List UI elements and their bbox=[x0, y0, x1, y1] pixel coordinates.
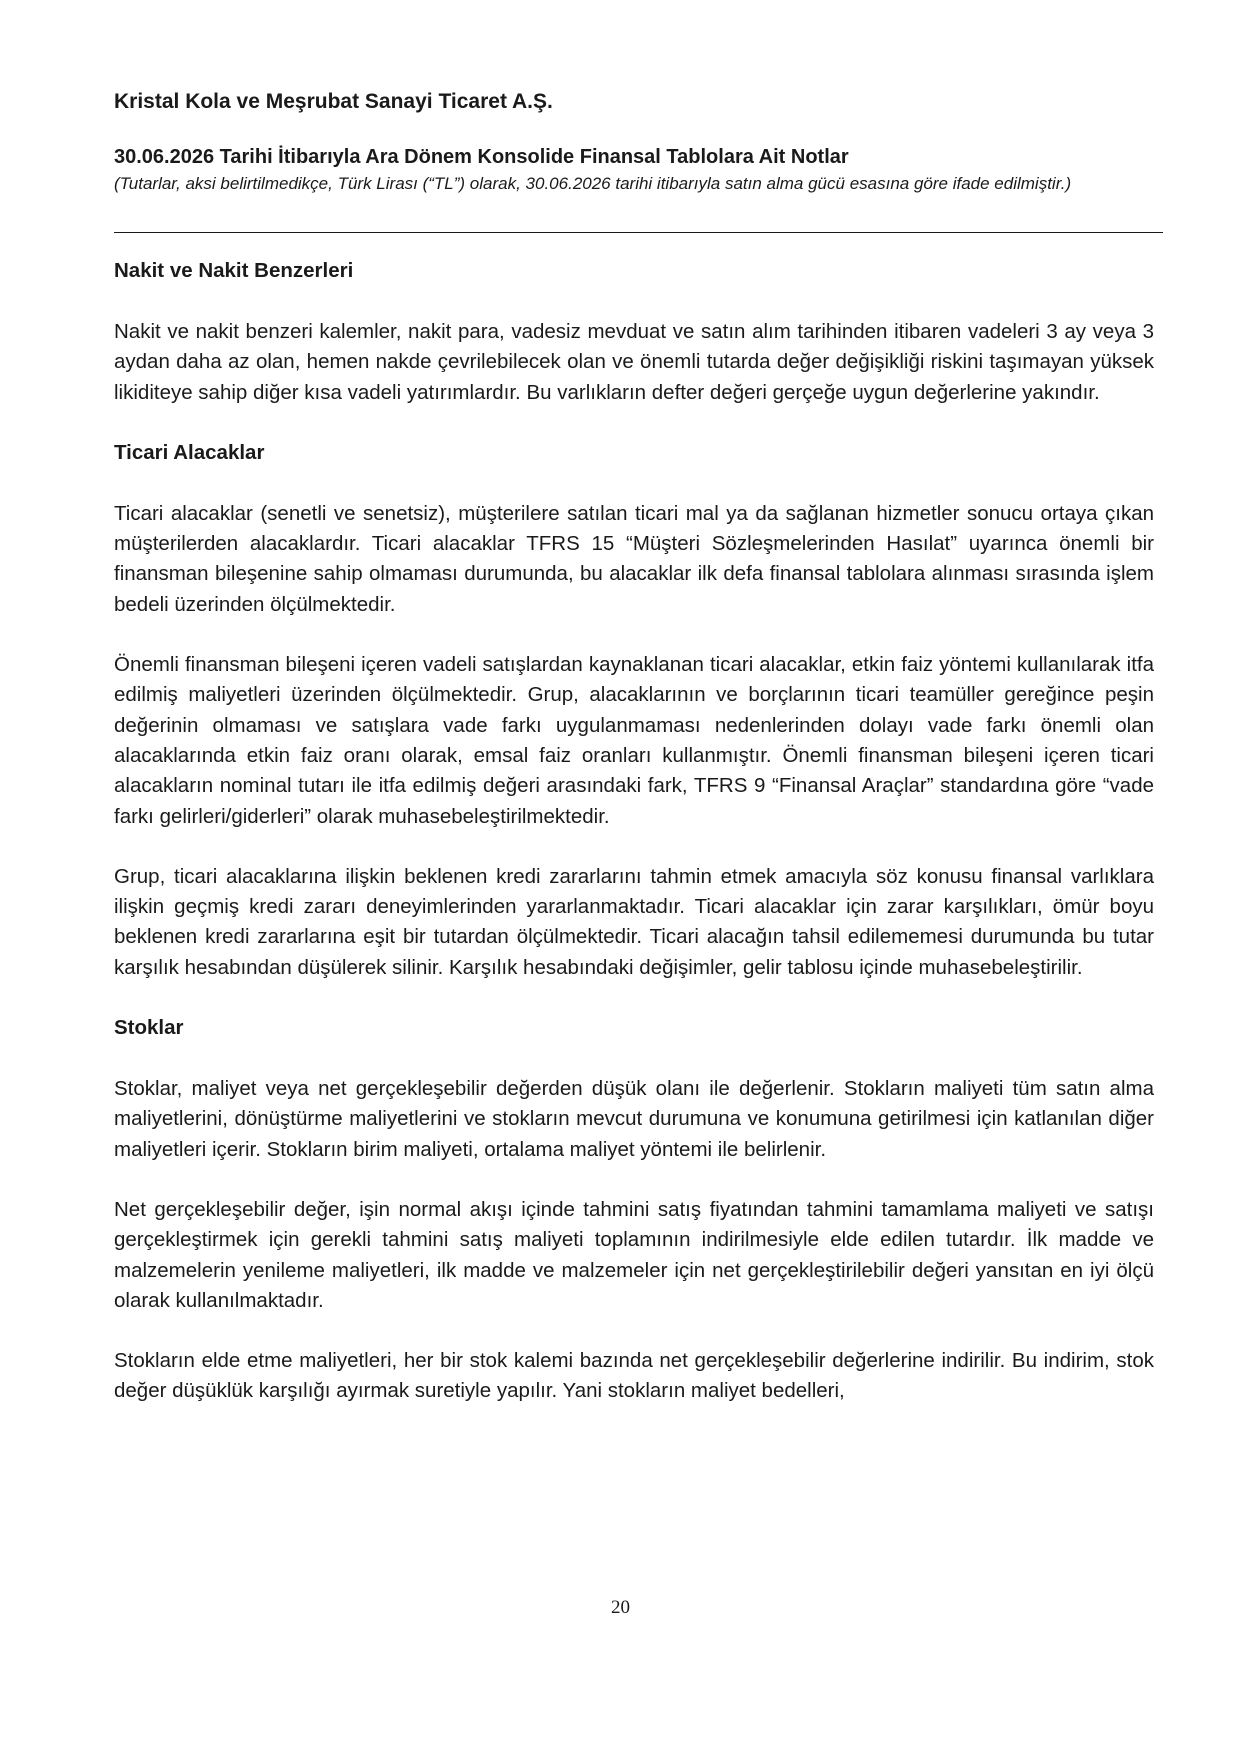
paragraph: Stokların elde etme maliyetleri, her bir stok kalemi bazında net gerçekleşebilir değerlerine indirilir. Bu indirim, stok değer düşüklük karşılığı ayırmak suretiyle yapılır. Yani stokların maliyet bedelleri, bbox=[114, 1349, 1154, 1403]
section-heading: Stoklar bbox=[114, 1016, 184, 1040]
page-number: 20 bbox=[611, 1597, 630, 1618]
notes-subtitle: (Tutarlar, aksi belirtilmedikçe, Türk Lirası (“TL”) olarak, 30.06.2026 tarihi itibarıyla satın alma gücü esasına göre ifade edilmiştir.) bbox=[114, 174, 1072, 193]
notes-title: 30.06.2026 Tarihi İtibarıyla Ara Dönem Konsolide Finansal Tablolara Ait Notlar bbox=[114, 146, 849, 168]
header-divider bbox=[114, 232, 1163, 233]
page-header bbox=[114, 88, 1163, 195]
section-heading: Nakit ve Nakit Benzerleri bbox=[114, 259, 354, 282]
company-name: Kristal Kola ve Meşrubat Sanayi Ticaret A.Ş. bbox=[114, 90, 553, 113]
section-cash bbox=[114, 256, 1154, 408]
paragraph: Stoklar, maliyet veya net gerçekleşebilir değerden düşük olanı ile değerlenir. Stokların maliyeti tüm satın alma maliyetlerini, dönüştürme maliyetlerini ve stokların mevcut durumuna ve konumuna getirilmesi için katlanılan diğer maliyetleri içerir. Stokların birim maliyeti, ortalama maliyet yöntemi ile belirlenir. bbox=[114, 1077, 1154, 1161]
document-body bbox=[114, 256, 1154, 1407]
section-heading: Ticari Alacaklar bbox=[114, 440, 265, 464]
section-trade-receivables bbox=[114, 438, 1154, 983]
paragraph: Önemli finansman bileşeni içeren vadeli satışlardan kaynaklanan ticari alacaklar, etkin faiz yöntemi kullanılarak itfa edilmiş maliyetleri üzerinden ölçülmektedir. Grup, alacaklarının ve borçlarının ticari teamüller gereğince peşin değerinin olmaması ve satışlara vade farkı uygulanmaması nedenlerinden dolayı vade farkı önemli olan alacaklarında etkin faiz oranı olarak, emsal faiz oranları kullanmıştır. Önemli finansman bileşeni içeren ticari alacakların nominal tutarı ile itfa edilmiş değeri arasındaki fark, TFRS 9 “Finansal Araçlar” standardına göre “vade farkı gelirleri/giderleri” olarak muhasebeleştirilmektedir. bbox=[114, 653, 1154, 828]
paragraph: Nakit ve nakit benzeri kalemler, nakit para, vadesiz mevduat ve satın alım tarihinden itibaren vadeleri 3 ay veya 3 aydan daha az olan, hemen nakde çevrilebilecek olan ve önemli tutarda değer değişikliği riskini taşımayan yüksek likiditeye sahip diğer kısa vadeli yatırımlardır. Bu varlıkların defter değeri gerçeğe uygun değerlerine yakındır. bbox=[114, 320, 1154, 404]
paragraph: Grup, ticari alacaklarına ilişkin beklenen kredi zararlarını tahmin etmek amacıyla söz konusu finansal varlıklara ilişkin geçmiş kredi zararı deneyimlerinden yararlanmaktadır. Ticari alacaklar için zarar karşılıkları, ömür boyu beklenen kredi zararlarına eşit bir tutardan ölçülmektedir. Ticari alacağın tahsil edilememesi durumunda bu tutar karşılık hesabından düşülerek silinir. Karşılık hesabındaki değişimler, gelir tablosu içinde muhasebeleştirilir. bbox=[114, 864, 1154, 979]
paragraph: Ticari alacaklar (senetli ve senetsiz), müşterilere satılan ticari mal ya da sağlanan hizmetler sonucu ortaya çıkan müşterilerden alacaklardır. Ticari alacaklar TFRS 15 “Müşteri Sözleşmelerinden Hasılat” uyarınca önemli bir finansman bileşenine sahip olmaması durumunda, bu alacaklar ilk defa finansal tablolara alınması sırasında işlem bedeli üzerinden ölçülmektedir. bbox=[114, 501, 1154, 616]
section-inventory bbox=[114, 1013, 1154, 1407]
paragraph: Net gerçekleşebilir değer, işin normal akışı içinde tahmini satış fiyatından tahmini tamamlama maliyeti ve satışı gerçekleştirmek için gerekli tahmini satış maliyeti toplamının indirilmesiyle elde edilen tutardır. İlk madde ve malzemelerin yenileme maliyetleri, ilk madde ve malzemeler için net gerçekleştirilebilir değeri yansıtan en iyi ölçü olarak kullanılmaktadır. bbox=[114, 1197, 1154, 1312]
